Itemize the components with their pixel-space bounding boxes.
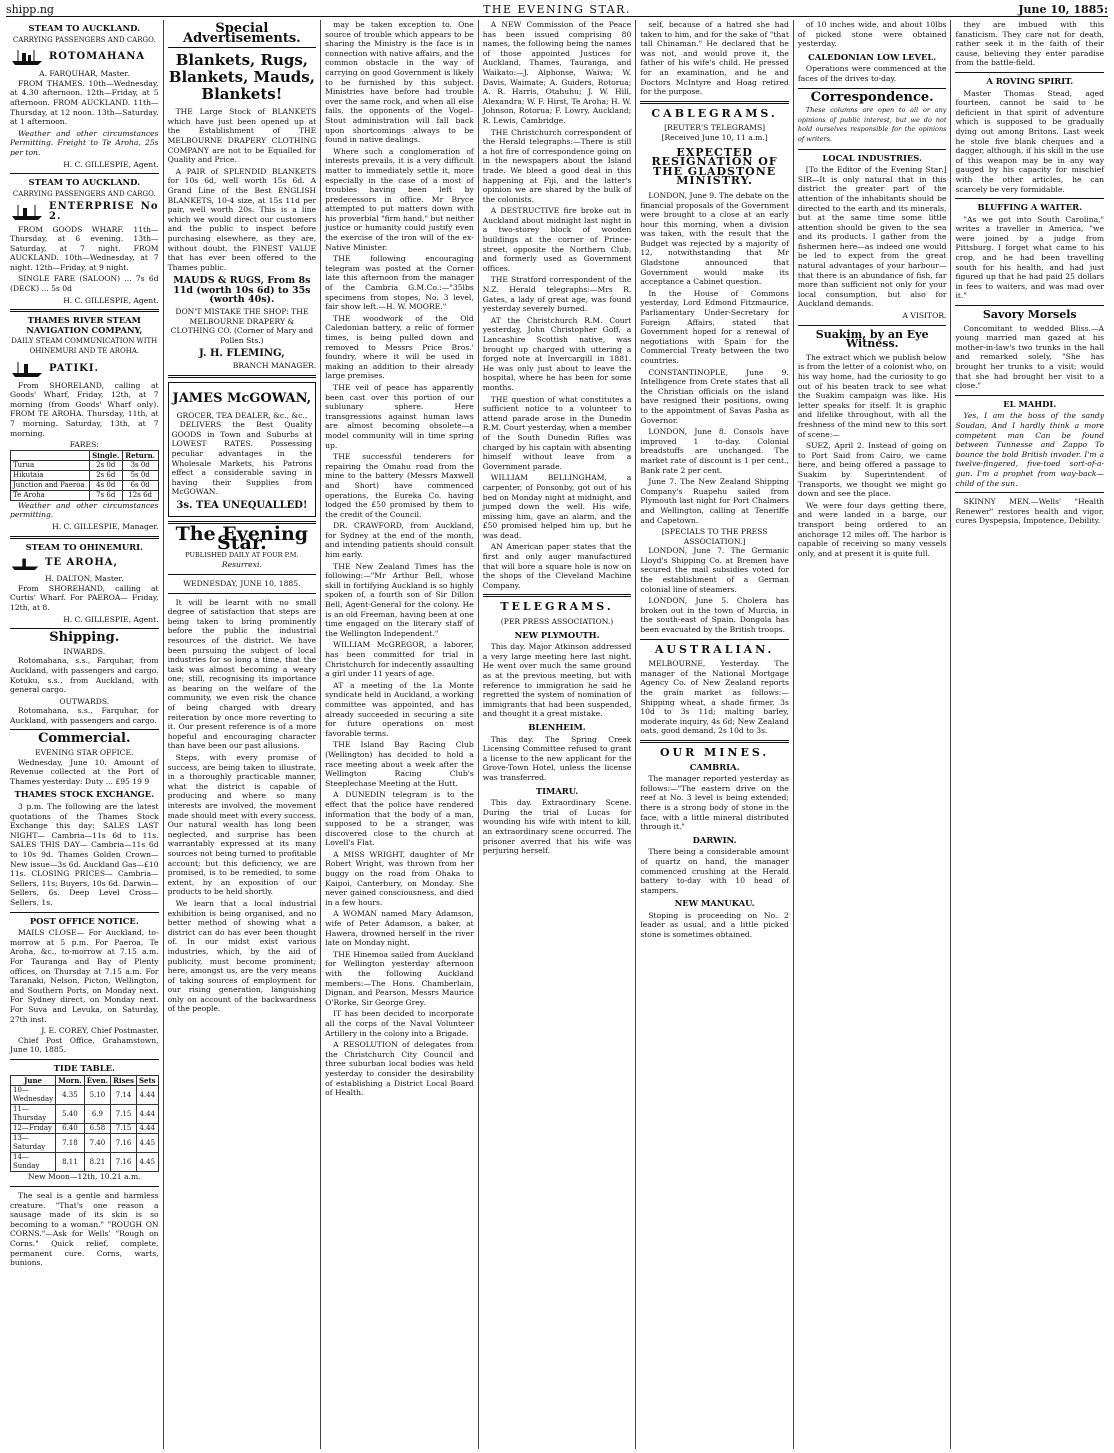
sun-rises: 7.16 <box>111 1134 137 1153</box>
article-paragraph: Where such a conglomeration of interests prevails, it is a very difficult matter to immediately settle it, more especially in the case of a most of troubles having been left by predecessors in office. Mr Bryce attempted to put matters down with his proverbial "firm hand," but neither justice or humanity could justify even the exercise of the iron will of the ex-Native Minister. <box>325 146 474 252</box>
fare-place: Junction and Paeroa <box>11 480 90 490</box>
leader-paragraph: Steps, with every promise of success, are being taken to illustrate, in a thoroughly practicable manner, what the district is capable of producing and where so many interests are involved, the movement made should meet with every success. Our natural wealth has long been neglected, and surprise has been warrantably expressed at its many sources not being turned to profitable account; but this deficiency, we are promised, is to be remedied, to some extent, by an exposition of our products to be held shortly. <box>167 753 317 897</box>
roving-spirit-body: Master Thomas Stead, aged fourteen, cannot be said to be deficient in that spirit of adventure which is supposed to be gradually dying out among Britons. Last week he stole five blank cheques and a dagger, although, if his skill in the use of this weapon may be in any way gauged by his capacity for mischief with the other articles, he can scarcely be very formidable. <box>955 88 1105 194</box>
resignation-headline: EXPECTED RESIGNATION OF THE GLADSTONE MINISTRY. <box>651 145 778 188</box>
header-date: June 10, 1885: <box>1018 3 1108 16</box>
post-office-date: Chief Post Office, Grahamstown, June 10, 1885. <box>10 1035 159 1055</box>
cambria-body: The manager reported yesterday as follows:—"The eastern drive on the reef at No. 3 level is being extended; there is a strong body of stone in the face, with a little mineral distributed through it." <box>640 774 789 832</box>
divider <box>168 375 317 378</box>
column-2 <box>164 20 322 1449</box>
steam1-ship-name: ROTOMAHANA <box>49 51 146 63</box>
australian-heading: AUSTRALIAN. <box>654 642 775 656</box>
bluffing-body: "As we got into South Carolina," writes a traveller in America, "we were joined by a judge from Pittsburg. I forget what came to his crop, and he had been travelling south for his health, and had just figured up that he had paid 25 dollars in fees to waiters, and was mad over it." <box>955 214 1105 301</box>
blankets-headline: Blankets, Rugs, Blankets, Mauds, Blankets! <box>168 51 315 104</box>
special-ads-heading: Special Advertisements. <box>183 21 301 46</box>
blankets-list: A PAIR of SPLENDID BLANKETS for 10s 6d, well worth 15s 6d. A Grand Line of the Best ENGLISH BLANKETS, 10-4 size, at 15s 11d per pair, well worth 20s. This is a line which we would direct our customers and the public to inspect before purchasing elsewhere, as they are, without doubt, the FINEST VALUE that has ever been offered to the Thames public. <box>167 166 317 272</box>
bottom-paragraph: The seal is a gentle and harmless creature. "That's one reason a sausage made of its skin is so becoming to a woman." "ROUGH ON CORNS."—Ask for Wells' "Rough on Corns." Quick relief, complete, permanent cure. Corns, warts, bunions. <box>10 1191 159 1268</box>
fare-single: 2s 0d <box>89 460 122 470</box>
local-industries-body: [To the Editor of the Evening Star.] SIR—It is only natural that in this district the greater part of the attention of the inhabitants should be directed to the earth and its minerals, but at the same time some little attention should be given to the sea and its products. I gather from the fishermen here—as indeed one would be led to expect from the great natural advantages of your harbour—that there is an abundance of fish, far more than sufficient not only for your local consumption, but also for Auckland demands. <box>797 165 947 309</box>
motto: Resurrexi. <box>221 560 262 570</box>
leader-paragraph: It will be learnt with no small degree of satisfaction that steps are being taken to bring prominently before the public the industrial resources of the district. We have been pursuing the subject of local industries for so long a time, that the task was almost becoming a weary one; still, recognising its importance as bearing on the welfare of the community, we even risk the chance of being charged with dreary reiteration by once more reverting to it. Our present reference is of a more hopeful and encouraging character than have been our past allusions. <box>167 597 317 751</box>
divider <box>168 593 317 594</box>
tea-line: 3s. TEA UNEQUALLED! <box>176 499 308 511</box>
news-item: A DESTRUCTIVE fire broke out in Auckland about midnight last night in a two-storey block of wooden buildings at the corner of Prince-street, opposite the Northern Club, and formerly used as Government offices. <box>482 206 632 273</box>
divider <box>798 88 947 89</box>
divider <box>640 740 789 743</box>
divider <box>10 729 159 730</box>
news-item: A DUNEDIN telegram is to the effect that the police have rendered information that the body of a man, supposed to be a stranger, was discovered close to the church at Lovell's Flat. <box>325 790 474 848</box>
divider <box>955 395 1104 396</box>
sun-rises: 7.14 <box>111 1086 137 1105</box>
divider <box>10 912 159 913</box>
news-item: THE woodwork of the Old Caledonian battery, a relic of former times, is being pulled down and removed to Messrs Price Bros.' foundry, where it will be used in making an addition to their already large premises. <box>325 313 474 381</box>
steam1-agent: H. C. GILLESPIE, Agent. <box>63 159 159 169</box>
header-left: shipp.ng <box>6 3 54 16</box>
el-mahdi-heading: EL MAHDI. <box>1003 398 1057 409</box>
news-item: A MISS WRIGHT, daughter of Mr Robert Wright, was thrown from her buggy on the road from Ohaka to Kaipoi, Canterbury, on Monday. She never gained consciousness, and died in a few hours. <box>325 849 474 907</box>
sun-rises: 7.16 <box>111 1153 137 1172</box>
thames-subheading: DAILY STEAM COMMUNICATION WITH OHINEMURI AND TE AROHA. <box>11 337 158 356</box>
tide-table <box>10 1075 159 1172</box>
suakim-dateline: SUEZ, April 2. Instead of going on to Port Said from Cairo, we came here, and being offered a passage to Suakim by Superintendent of Transports, we thought we might go down and see the place. <box>797 441 947 499</box>
fares-table <box>10 450 159 501</box>
tide-note: New Moon—12th, 10.21 a.m. <box>27 1172 141 1182</box>
steam1-ship <box>10 48 159 66</box>
sun-sets: 4.44 <box>136 1124 158 1134</box>
fleming-name: J. H. FLEMING, <box>199 348 285 360</box>
divider <box>955 305 1104 306</box>
el-mahdi-poem: Yes, I am the boss of the sandy Soudan, And I hardly think a more competent man Can be found between Tunnesse and Zappo To bounce the bold British invader. I'm a twelve-fingered, five-toed sort-of-a-gun. I'm a prophet from way-back—child of the sun. <box>955 411 1105 488</box>
divider <box>955 492 1104 493</box>
table-row <box>11 480 159 490</box>
divider <box>10 1186 159 1187</box>
fare-return: 3s 0d <box>122 460 158 470</box>
sun-sets: 4.44 <box>136 1086 158 1105</box>
divider <box>10 309 159 312</box>
table-row <box>11 490 159 500</box>
news-item: THE following encouraging telegram was posted at the Corner late this afternoon from the manager of the Cambria G.M.Co.:—"35lbs specimens from stopes, No. 3 level, fair show left.—H. W. MOORE." <box>325 254 474 312</box>
tide-evening: 6.9 <box>84 1105 110 1124</box>
column-1 <box>6 20 164 1449</box>
fare-place: Hikutaia <box>11 470 90 480</box>
local-industries-heading: LOCAL INDUSTRIES. <box>822 152 922 163</box>
ohinemuri-heading: STEAM TO OHINEMURI. <box>25 541 143 552</box>
ohinemuri-agent: H. C. GILLESPIE, Agent. <box>63 614 159 624</box>
article-paragraph: self, because of a hatred she had taken to him, and for the sake of "that tall Chinaman." He declared that he was not, and would prove it, the father of his wife's child. He pressed for an examination, and he and Doctors McIntyre and Hoag retired for the purpose. <box>640 20 789 97</box>
thames-agent: H. C. GILLESPIE, Manager. <box>52 521 159 531</box>
steam2-ship <box>10 202 159 221</box>
timaru-body: This day. Extraordinary Scene. During the trial of Lucas for wounding his wife with intent to kill, an extraordinary scene occurred. The prisoner averred that his wife was perjuring herself. <box>482 798 632 856</box>
outwards-heading: OUTWARDS. <box>59 696 110 706</box>
news-item: A WOMAN named Mary Adamson, wife of Peter Adamson, a baker, at Hawera, drowned herself in the river late on Monday night. <box>325 909 474 948</box>
letter-signature: A VISITOR. <box>902 311 947 321</box>
news-item: THE question of what constitutes a sufficient notice to a volunteer to attend parade arose in the Dunedin R.M. Court yesterday, when a member of the South Dunedin Rifles was charged by his captain with absenting himself without leave from a Government parade. <box>482 394 632 471</box>
mauds-line: MAUDS & RUGS, From 8s 11d (worth 10s 6d) to 35s (worth 40s). <box>173 275 311 306</box>
cable-paragraph: LONDON, June 9. The debate on the financial proposals of the Government were brought to a close at an early hour this morning, when a division was taken, with the result that the Budget was rejected by a majority of 12, notwithstanding that Mr Gladstone announced that Government would make its acceptance a Cabinet question. <box>640 190 789 287</box>
cambria-heading: CAMBRIA. <box>689 761 740 772</box>
table-row <box>11 460 159 470</box>
tide-col-header: Sets <box>136 1076 158 1086</box>
column-4 <box>479 20 637 1449</box>
ohinemuri-ship <box>10 555 159 571</box>
news-item: THE Hinemoa sailed from Auckland for Wellington yesterday afternoon with the following Auckland members:—The Hons. Chamberlain, Dignan, and Pearson, Messrs Maurice O'Rorke, Sir George Grey. <box>325 949 474 1007</box>
thames-ship <box>10 360 159 378</box>
divider <box>798 325 947 326</box>
correspondence-note: These columns are open to all or any opinions of public interest, but we do not hold ourselves responsible for the opinions of writers. <box>797 106 947 143</box>
blenheim-body: This day. The Spring Creek Licensing Committee refused to grant a license to the new applicant for the Grove-Town Hotel, unless the license was transferred. <box>482 734 632 782</box>
divider <box>640 101 789 104</box>
cablegrams-heading: CABLEGRAMS. <box>651 106 778 120</box>
published-line: PUBLISHED DAILY AT FOUR P.M. <box>185 550 299 559</box>
mcgowan-name: JAMES McGOWAN, <box>172 390 312 406</box>
telegrams-heading: TELEGRAMS. <box>500 600 614 614</box>
caledonian-body: Operations were commenced at the faces of the drives to-day. <box>797 64 947 83</box>
fares-col-header: Return. <box>122 450 158 460</box>
darwin-heading: DARWIN. <box>692 834 737 845</box>
columns <box>6 20 1108 1449</box>
news-item: AT a meeting of the La Monte syndicate held in Auckland, a working committee was appointed, and has already succeeded in securing a site for future operations on most favorable terms. <box>325 680 474 738</box>
table-row <box>11 1124 159 1134</box>
ohinemuri-ship-name: TE AROHA, <box>45 557 119 569</box>
mcgowan-subtitle: GROCER, TEA DEALER, &c., &c., <box>176 410 308 420</box>
divider <box>483 594 632 597</box>
table-row <box>11 1134 159 1153</box>
telegrams-subheading: (PER PRESS ASSOCIATION.) <box>500 617 614 627</box>
thames-heading: THAMES RIVER STEAM NAVIGATION COMPANY, <box>26 315 143 335</box>
sun-sets: 4.44 <box>136 1105 158 1124</box>
tide-col-header: June <box>11 1076 56 1086</box>
tide-day: 10—Wednesday <box>11 1086 56 1105</box>
ohinemuri-body: From SHOREHAND, calling at Curtis' Wharf. For PAEROA— Friday, 12th, at 8. <box>10 583 159 612</box>
column-6 <box>794 20 952 1449</box>
tide-col-header: Morn. <box>56 1076 85 1086</box>
tide-evening: 6.58 <box>84 1124 110 1134</box>
exchange-body: 3 p.m. The following are the latest quotations of the Thames Stock Exchange this day: SALES LAST NIGHT— Cambria—11s 6d to 11s. SALES THIS DAY— Cambria—11s 6d to 10s 9d. Thames Golden Crown—New issue—3s 6d. Auckland Gas—£10 11s. CLOSING PRICES— Cambria—Sellers, 11s; Buyers, 10s 6d. Darwin—Sellers, 6s. Deep Level Cross—Sellers, 1s. <box>10 802 159 907</box>
cable-paragraph: LONDON, June 5. Cholera has broken out in the town of Murcia, in the south-east of Spain. Dongola has been evacuated by the British troops. <box>640 596 789 635</box>
received-line: [Received June 10, 11 a.m.] <box>661 132 768 142</box>
cable-paragraph: In the House of Commons yesterday, Lord Edmond Fitzmaurice, Parliamentary Under-Secretary for Foreign Affairs, stated that Government hoped for a renewal of negotiations with Spain for the Commercial Treaty between the two countries. <box>640 288 789 365</box>
suakim-heading: Suakim, by an Eye Witness. <box>815 327 929 351</box>
divider <box>168 574 317 575</box>
news-item: DR. CRAWFORD, from Auckland, for Sydney at the end of the month, and intending patients should consult him early. <box>325 521 474 560</box>
table-row <box>11 1153 159 1172</box>
article-paragraph: they are imbued with this fanaticism. They care not for death, rather seek it in the faith of their cause, believing they enter paradise from the battle-field. <box>955 20 1105 68</box>
tide-morning: 8.11 <box>56 1153 85 1172</box>
suakim-body: We were four days getting there, and were landed in a barge, our transport being ordered to an anchorage 12 miles off. The harbor is capable of receiving so many vessels only, and at present it is quite full. <box>797 500 947 558</box>
divider <box>10 628 159 629</box>
divider <box>955 198 1104 199</box>
mcgowan-ad <box>168 382 317 517</box>
steam2-ship-name: ENTERPRISE No 2. <box>49 201 159 222</box>
dateline: WEDNESDAY, JUNE 10, 1885. <box>183 578 301 588</box>
post-office-signature: J. E. COREY, Chief Postmaster. <box>41 1026 159 1036</box>
tide-evening: 7.40 <box>84 1134 110 1153</box>
tide-morning: 6.40 <box>56 1124 85 1134</box>
thames-note: Weather and other circumstances permitting. <box>10 500 159 520</box>
steam2-fares: SINGLE FARE (SALOON) ... 7s 6d (DECK) ... 5s 0d <box>10 274 159 294</box>
cable-paragraph: CONSTANTINOPLE, June 9. Intelligence from Crete states that all the Christian officials on the island have resigned their positions, owing to the appointment of Savas Pasha as Governor. <box>640 367 789 425</box>
news-item: THE Christchurch correspondent of the Herald telegraphs:—There is still a hot fire of correspondence going on in the newspapers about the Island trade. We bleed a good deal in this happening at Fiji, and the latter's opinion we are shared by the bulk of the colonists. <box>482 127 632 204</box>
tide-evening: 8.21 <box>84 1153 110 1172</box>
bluffing-heading: BLUFFING A WAITER. <box>977 202 1083 213</box>
steam1-master: A. FARQUHAR, Master. <box>39 69 130 79</box>
blankets-body: THE Large Stock of BLANKETS which have just been opened up at the Establishment of THE MELBOURNE DRAPERY CLOTHING COMPANY are not to be Equalled for Quality and Price. <box>167 107 317 165</box>
tide-col-header: Rises <box>111 1076 137 1086</box>
divider <box>10 1059 159 1060</box>
news-item: THE New Zealand Times has the following:—"Mr Arthur Bell, whose skill in fortifying Auckland is so highly spoken of, a fourth son of Sir Dillon Bell, Agent-General for the colony. He is an old Freeman, having been at one time engaged on the literary staff of the Wellington Independent." <box>325 561 474 638</box>
divider <box>955 72 1104 73</box>
evening-star-office: EVENING STAR OFFICE. <box>35 748 134 758</box>
mcgowan-body: DELIVERS the Best Quality GOODS in Town and Suburbs at LOWEST RATES. Possessing peculiar advantages in the Wholesale Markets, his Patrons effect a considerable saving in having their Supplies from McGOWAN. <box>171 420 313 497</box>
new-manukau-body: Stoping is proceeding on No. 2 leader as usual, and a little picked stone is sometimes obtained. <box>640 910 789 940</box>
fare-place: Turua <box>11 460 90 470</box>
news-item: A RESOLUTION of delegates from the Christchurch City Council and three suburban local bodies was held yesterday to consider the desirability of establishing a District Local Board of Health. <box>325 1040 474 1098</box>
savory-morsels-heading: Savory Morsels <box>982 308 1077 322</box>
correspondence-heading: Correspondence. <box>810 89 934 105</box>
table-row <box>11 470 159 480</box>
fare-single: 7s 6d <box>89 490 122 500</box>
cable-paragraph: June 7. The New Zealand Shipping Company's Ruapehu sailed from Plymouth last night for Port Chalmers and Wellington, calling at Teneriffe and Capetown. <box>640 477 789 525</box>
news-item: WILLIAM McGREGOR, a laborer, has been committed for trial in Christchurch for indecently assaulting a girl under 11 years of age. <box>325 640 474 679</box>
article-paragraph: of 10 inches wide, and about 10lbs of picked stone were obtained yesterday. <box>797 20 947 49</box>
steam1-heading: STEAM TO AUCKLAND. <box>28 23 141 33</box>
suakim-body: The extract which we publish below is from the letter of a colonist who, on his way home, had the curiosity to go out of his beaten track to see what the Suakim campaign was like. His letter speaks for itself. It is graphic and lifelike throughout, with all the freshness of the mind new to this sort of scene:— <box>797 352 947 439</box>
steamship-icon <box>10 203 44 221</box>
steam1-note: Weather and other circumstances Permitting. Freight to Te Aroha, 25s per ton. <box>10 128 159 157</box>
cable-paragraph: LONDON, June 7. The Germanic Lloyd's Shipping Co. at Bremen have secured the mail subsidies voted for the establishment of a German colonial line of steamers. <box>640 546 789 594</box>
steamship-icon <box>10 360 44 378</box>
fare-single: 2s 6d <box>89 470 122 480</box>
divider <box>798 149 947 150</box>
news-item: THE Island Bay Racing Club (Wellington) has decided to hold a race meeting about a week after the Wellington Racing Club's Steeplechase Meeting at the Hutt. <box>325 740 474 788</box>
fare-return: 6s 0d <box>122 480 158 490</box>
divider <box>168 47 317 48</box>
our-mines-heading: OUR MINES. <box>659 745 770 759</box>
news-item: AN American paper states that the first and only auger manufactured that will bore a square hole is now on the shops of the Cleveland Machine Company. <box>482 542 632 590</box>
sun-rises: 7.15 <box>111 1105 137 1124</box>
masthead: The Evening Star. <box>175 522 309 555</box>
inwards-body: Rotomahana, s.s., Farquhar, from Auckland, with passengers and cargo. Kotuku, s.s., from Auckland, with general cargo. <box>10 656 159 695</box>
tide-day: 11—Thursday <box>11 1105 56 1124</box>
column-7 <box>951 20 1108 1449</box>
evening-star-body: Wednesday, June 10. Amount of Revenue collected at the Port of Thames yesterday: Duty ... £95 19 9 <box>10 757 159 786</box>
caledonian-heading: CALEDONIAN LOW LEVEL. <box>808 51 937 62</box>
thames-ship-name: PATIKI. <box>49 362 99 374</box>
specials-line: [SPECIALS TO THE PRESS ASSOCIATION.] <box>661 527 768 546</box>
ohinemuri-master: H. DALTON, Master. <box>44 574 124 584</box>
fleming-role: BRANCH MANAGER. <box>232 361 317 371</box>
leader-paragraph: We learn that a local industrial exhibition is being organised, and no better method of showing what a district can do has ever been thought of. In our midst exist various industries, which, by the aid of publicity, must become prominent; here, amongst us, are the very means of taking sources of employment for our rising generation, languishing only on account of the backwardness of the people. <box>167 898 317 1014</box>
steam2-subheading: CARRYING PASSENGERS AND CARGO. <box>12 189 156 198</box>
cable-paragraph: LONDON, June 8. Consols have improved 1 to-day. Colonial breadstuffs are unchanged. The market rate of discount is 1 per cent., Bank rate 2 per cent. <box>640 427 789 475</box>
exchange-heading: THAMES STOCK EXCHANGE. <box>14 789 155 800</box>
shipping-heading: Shipping. <box>49 630 120 646</box>
new-plymouth-heading: NEW PLYMOUTH. <box>514 629 600 640</box>
darwin-body: There being a considerable amount of quartz on hand, the manager commenced crushing at the Herald battery to-day with 10 head of stampers. <box>640 847 789 895</box>
steamship-icon <box>10 48 44 66</box>
fare-place: Te Aroha <box>11 490 90 500</box>
steam2-body: FROM GOODS WHARF. 11th—Thursday, at 6 evening. 13th—Saturday, at 7 night. FROM AUCKLAND. 10th—Wednesday, at 7 night. 12th—Friday, at 9 night. <box>10 224 159 272</box>
advertisement-paragraph: SKINNY MEN.—Wells' "Health Renewer" restores health and vigor, cures Dyspepsia, Impotence, Debility. <box>955 497 1105 526</box>
column-5 <box>636 20 794 1449</box>
steam2-agent: H. C. GILLESPIE, Agent. <box>63 295 159 305</box>
fare-return: 12s 6d <box>122 490 158 500</box>
new-plymouth-body: This day. Major Atkinson addressed a very large meeting here last night. He went over much the same ground as at the previous meeting, but with reference to immigration he said he regretted the system of nomination of immigrants that had been suspended, and thought it a great mistake. <box>482 642 632 719</box>
page-header <box>6 0 1108 17</box>
fares-col-header <box>11 450 90 460</box>
news-item: THE Stratford correspondent of the N.Z. Herald telegraphs:—Mrs R. Gates, a lady of great age, was found yesterday severely burned. <box>482 275 632 314</box>
inwards-heading: INWARDS. <box>63 646 106 656</box>
timaru-heading: TIMARU. <box>535 785 579 796</box>
divider <box>10 173 159 174</box>
savory-morsels-body: Concomitant to wedded Bliss.—A young married man gazed at his mother-in-law's two trunks in the hall and remarked solely, "She has brought her trunks to a visit; would that she had brought her visit to a close." <box>955 323 1105 391</box>
post-office-body: MAILS CLOSE— For Auckland, to-morrow at 5 p.m. For Paeroa, Te Aroha, &c., to-morrow at 7.15 a.m. For Tauranga and Bay of Plenty offices, on Thursday at 7.15 a.m. For Taranaki, Nelson, Picton, Wellington, and Southern Ports, on Monday next. For Sydney direct, on Monday next. For Suva and Levuka, on Saturday, 27th inst. <box>10 928 159 1024</box>
sun-rises: 7.15 <box>111 1124 137 1134</box>
tide-day: 13—Saturday <box>11 1134 56 1153</box>
melbourne-paragraph: MELBOURNE, Yesterday. The manager of the National Mortgage Agency Co. of New Zealand reports the grain market as follows:—Shipping wheat, a shade firmer, 3s 10d to 3s 11d; malting barley, moderate inquiry, 4s 6d; New Zealand oats, good demand, 2s 10d to 3s. <box>640 659 789 736</box>
fare-single: 4s 0d <box>89 480 122 490</box>
reuters-line: [REUTER'S TELEGRAMS] <box>664 123 766 133</box>
tide-day: 12—Friday <box>11 1124 56 1134</box>
thames-body: From SHORELAND, calling at Goods' Wharf, Friday, 12th, at 7 morning (from Goods' Wharf only). FROM TE AROHA. Thursday, 11th, at 7 morning. Saturday, 13th, at 7 morning. <box>10 380 159 438</box>
roving-spirit-heading: A ROVING SPIRIT. <box>986 75 1074 86</box>
news-item: THE veil of peace has apparently been cast over this portion of our sublunary sphere. Here transgressions against human laws are almost becoming obsolete—a model community will in time spring up. <box>325 382 474 450</box>
divider <box>640 639 789 640</box>
news-item: THE successful tenderers for repairing the Omahu road from the mine to the battery (Messrs Maxwell and Short) have commenced operations, the Eureka Co. having lodged the £50 promised by them to the credit of the Council. <box>325 452 474 519</box>
fares-col-header: Single. <box>89 450 122 460</box>
fares-title: FARES: <box>69 440 99 450</box>
article-paragraph: may be taken exception to. One source of trouble which appears to be sharing the Ministry is the face is in connection with native affairs, and the common obstacle in the way of carrying on good Government is likely to be furnished by this subject. Ministries have before had trouble over the same rock, and when all else fails, the opponents of the Vogel–Stout administration will fall back upon shortcomings always to be found in native dealings. <box>325 20 474 145</box>
news-item: WILLIAM BELLINGHAM, a carpenter, of Ponsonby, got out of his bed on Monday night at midnight, and jumped down the well. His wife, missing him, gave an alarm, and the £50 promised helped him up, but he was dead. <box>482 473 632 540</box>
tide-morning: 5.40 <box>56 1105 85 1124</box>
tide-day: 14—Sunday <box>11 1153 56 1172</box>
sun-sets: 4.45 <box>136 1153 158 1172</box>
steamship-icon <box>10 555 40 571</box>
tide-col-header: Even. <box>84 1076 110 1086</box>
fare-return: 5s 0d <box>122 470 158 480</box>
outwards-body: Rotomahana, s.s., Farquhar, for Auckland, with passengers and cargo. <box>10 706 159 725</box>
tide-evening: 5.10 <box>84 1086 110 1105</box>
post-office-heading: POST OFFICE NOTICE. <box>29 915 139 926</box>
newspaper-title: THE EVENING STAR. <box>483 3 631 16</box>
steam1-subheading: CARRYING PASSENGERS AND CARGO. <box>12 35 156 44</box>
tide-morning: 7.18 <box>56 1134 85 1153</box>
column-3 <box>321 20 479 1449</box>
new-manukau-heading: NEW MANUKAU. <box>674 898 755 909</box>
commercial-heading: Commercial. <box>38 731 131 747</box>
tide-morning: 4.35 <box>56 1086 85 1105</box>
steam2-heading: STEAM TO AUCKLAND. <box>28 177 141 188</box>
steam1-body: FROM THAMES. 10th—Wednesday, at 4.30 afternoon. 12th—Friday, at 5 afternoon. FROM AUCKLAND. 11th—Thursday, at 12 noon. 13th—Saturday, at 1 afternoon. <box>10 78 159 127</box>
tide-table-heading: TIDE TABLE. <box>53 1062 115 1073</box>
news-item: IT has been decided to incorporate all the corps of the Naval Volunteer Artillery in the colony into a Brigade. <box>325 1009 474 1038</box>
dont-mistake: DON'T MISTAKE THE SHOP: THE MELBOURNE DRAPERY & CLOTHING CO. (Corner of Mary and Pollen Sts.) <box>170 307 314 345</box>
news-item: A NEW Commission of the Peace has been issued comprising 80 names, the following being the names of those appointed Justices for Auckland, Thames, Tauranga, and Waikato:—J. Alphonse, Waiwa; W. Davis, Waimate; A. Guiders, Rotorua; A. R. Harris, Otahuhu; J. W. Hill, Alexandra; W. F. Hirst, Te Aroha; H. W. Johnson, Rotorua; F. Lowry, Auckland; R. Lewis, Cambridge. <box>482 20 632 125</box>
table-row <box>11 1086 159 1105</box>
news-item: AT the Christchurch R.M. Court yesterday, John Christopher Goff, a Lancashire Scottish native, was brought up charged with uttering a forged note at Invercargill in 1881. He was only just about to leave the hospital, where he has been for some months. <box>482 315 632 392</box>
blenheim-heading: BLENHEIM. <box>528 721 586 732</box>
sun-sets: 4.45 <box>136 1134 158 1153</box>
table-row <box>11 1105 159 1124</box>
divider <box>10 536 159 539</box>
